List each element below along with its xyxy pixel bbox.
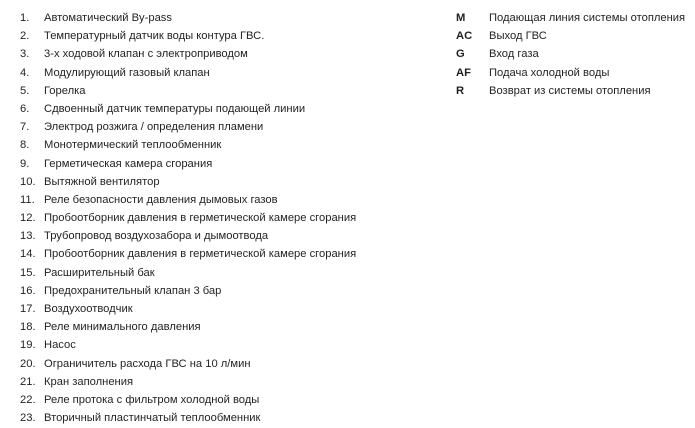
- list-item: [20, 27, 356, 45]
- item-number: 10.: [20, 175, 36, 188]
- item-text: Пробоотборник давления в герметической камере сгорания: [44, 248, 357, 261]
- item-text: Расширительный бак: [44, 266, 155, 279]
- list-item: [20, 173, 356, 191]
- item-text: Автоматический By-pass: [44, 12, 172, 24]
- item-number: 18.: [20, 321, 36, 334]
- list-item: [20, 300, 356, 318]
- item-number: 14.: [20, 248, 36, 261]
- item-number: 8.: [20, 139, 30, 152]
- list-item: [20, 355, 356, 373]
- item-text: Кран заполнения: [44, 375, 134, 388]
- item-text: Горелка: [44, 84, 86, 97]
- item-number: 22.: [20, 393, 36, 406]
- item-number: 15.: [20, 266, 36, 279]
- legend-code: G: [456, 48, 465, 61]
- legend-item: [456, 82, 685, 100]
- legend-item: [456, 45, 685, 63]
- list-item: [20, 118, 356, 136]
- item-text: Герметическая камера сгорания: [44, 157, 213, 170]
- list-item: [20, 9, 356, 27]
- legend-list: [456, 9, 685, 100]
- legend-item: [456, 9, 685, 27]
- item-text: Реле минимального давления: [44, 321, 201, 334]
- item-number: 12.: [20, 212, 36, 225]
- legend-text: Вход газа: [489, 48, 539, 61]
- item-number: 11.: [20, 193, 35, 206]
- item-number: 7.: [20, 121, 30, 134]
- list-item: [20, 391, 356, 409]
- item-number: 17.: [20, 303, 36, 315]
- item-text: Сдвоенный датчик температуры подающей линии: [44, 102, 306, 115]
- list-item: [20, 82, 356, 100]
- list-item: [20, 136, 356, 154]
- item-text: Насос: [44, 339, 76, 352]
- list-item: [20, 336, 356, 354]
- item-number: 21.: [20, 375, 36, 388]
- legend-item: [456, 27, 685, 45]
- item-text: Трубопровод воздухозабора и дымоотвода: [44, 230, 269, 243]
- item-text: Вытяжной вентилятор: [44, 175, 160, 188]
- item-number: 3.: [20, 48, 30, 61]
- components-list: [20, 9, 356, 427]
- item-number: 1.: [20, 12, 30, 24]
- item-text: Вторичный пластинчатый теплообменник: [44, 412, 261, 425]
- item-number: 23.: [20, 412, 36, 425]
- legend-text: Подача холодной воды: [489, 66, 610, 79]
- list-item: [20, 264, 356, 282]
- list-item: [20, 64, 356, 82]
- item-number: 4.: [20, 66, 30, 79]
- legend-code: AF: [456, 66, 471, 79]
- list-item: [20, 191, 356, 209]
- item-text: Модулирующий газовый клапан: [44, 66, 210, 79]
- item-text: Воздухоотводчик: [44, 303, 133, 315]
- list-item: [20, 318, 356, 336]
- item-text: 3-х ходовой клапан с электроприводом: [44, 48, 248, 61]
- legend-code: M: [456, 12, 466, 24]
- list-item: [20, 227, 356, 245]
- list-item: [20, 155, 356, 173]
- list-item: [20, 409, 356, 427]
- legend-code: AC: [456, 30, 473, 43]
- item-text: Реле безопасности давления дымовых газов: [44, 193, 278, 206]
- legend-text: Возврат из системы отопления: [489, 84, 651, 97]
- item-number: 20.: [20, 357, 36, 370]
- item-text: Температурный датчик воды контура ГВС.: [44, 30, 265, 43]
- item-text: Реле протока с фильтром холодной воды: [44, 393, 260, 406]
- list-item: [20, 100, 356, 118]
- item-number: 6.: [20, 102, 30, 115]
- item-number: 16.: [20, 284, 36, 297]
- list-item: [20, 45, 356, 63]
- item-text: Предохранительный клапан 3 бар: [44, 284, 222, 297]
- item-text: Пробоотборник давления в герметической камере сгорания: [44, 212, 357, 225]
- legend-item: [456, 64, 685, 82]
- item-text: Монотермический теплообменник: [44, 139, 222, 152]
- list-item: [20, 373, 356, 391]
- item-text: Электрод розжига / определения пламени: [44, 121, 264, 134]
- legend-code: R: [456, 84, 465, 97]
- item-number: 9.: [20, 157, 30, 170]
- item-number: 2.: [20, 30, 30, 43]
- item-number: 19.: [20, 339, 36, 352]
- item-number: 13.: [20, 230, 36, 243]
- list-item: [20, 209, 356, 227]
- list-item: [20, 282, 356, 300]
- list-item: [20, 245, 356, 263]
- legend-text: Выход ГВС: [489, 30, 547, 43]
- item-number: 5.: [20, 84, 30, 97]
- legend-text: Подающая линия системы отопления: [489, 12, 686, 24]
- item-text: Ограничитель расхода ГВС на 10 л/мин: [44, 357, 251, 370]
